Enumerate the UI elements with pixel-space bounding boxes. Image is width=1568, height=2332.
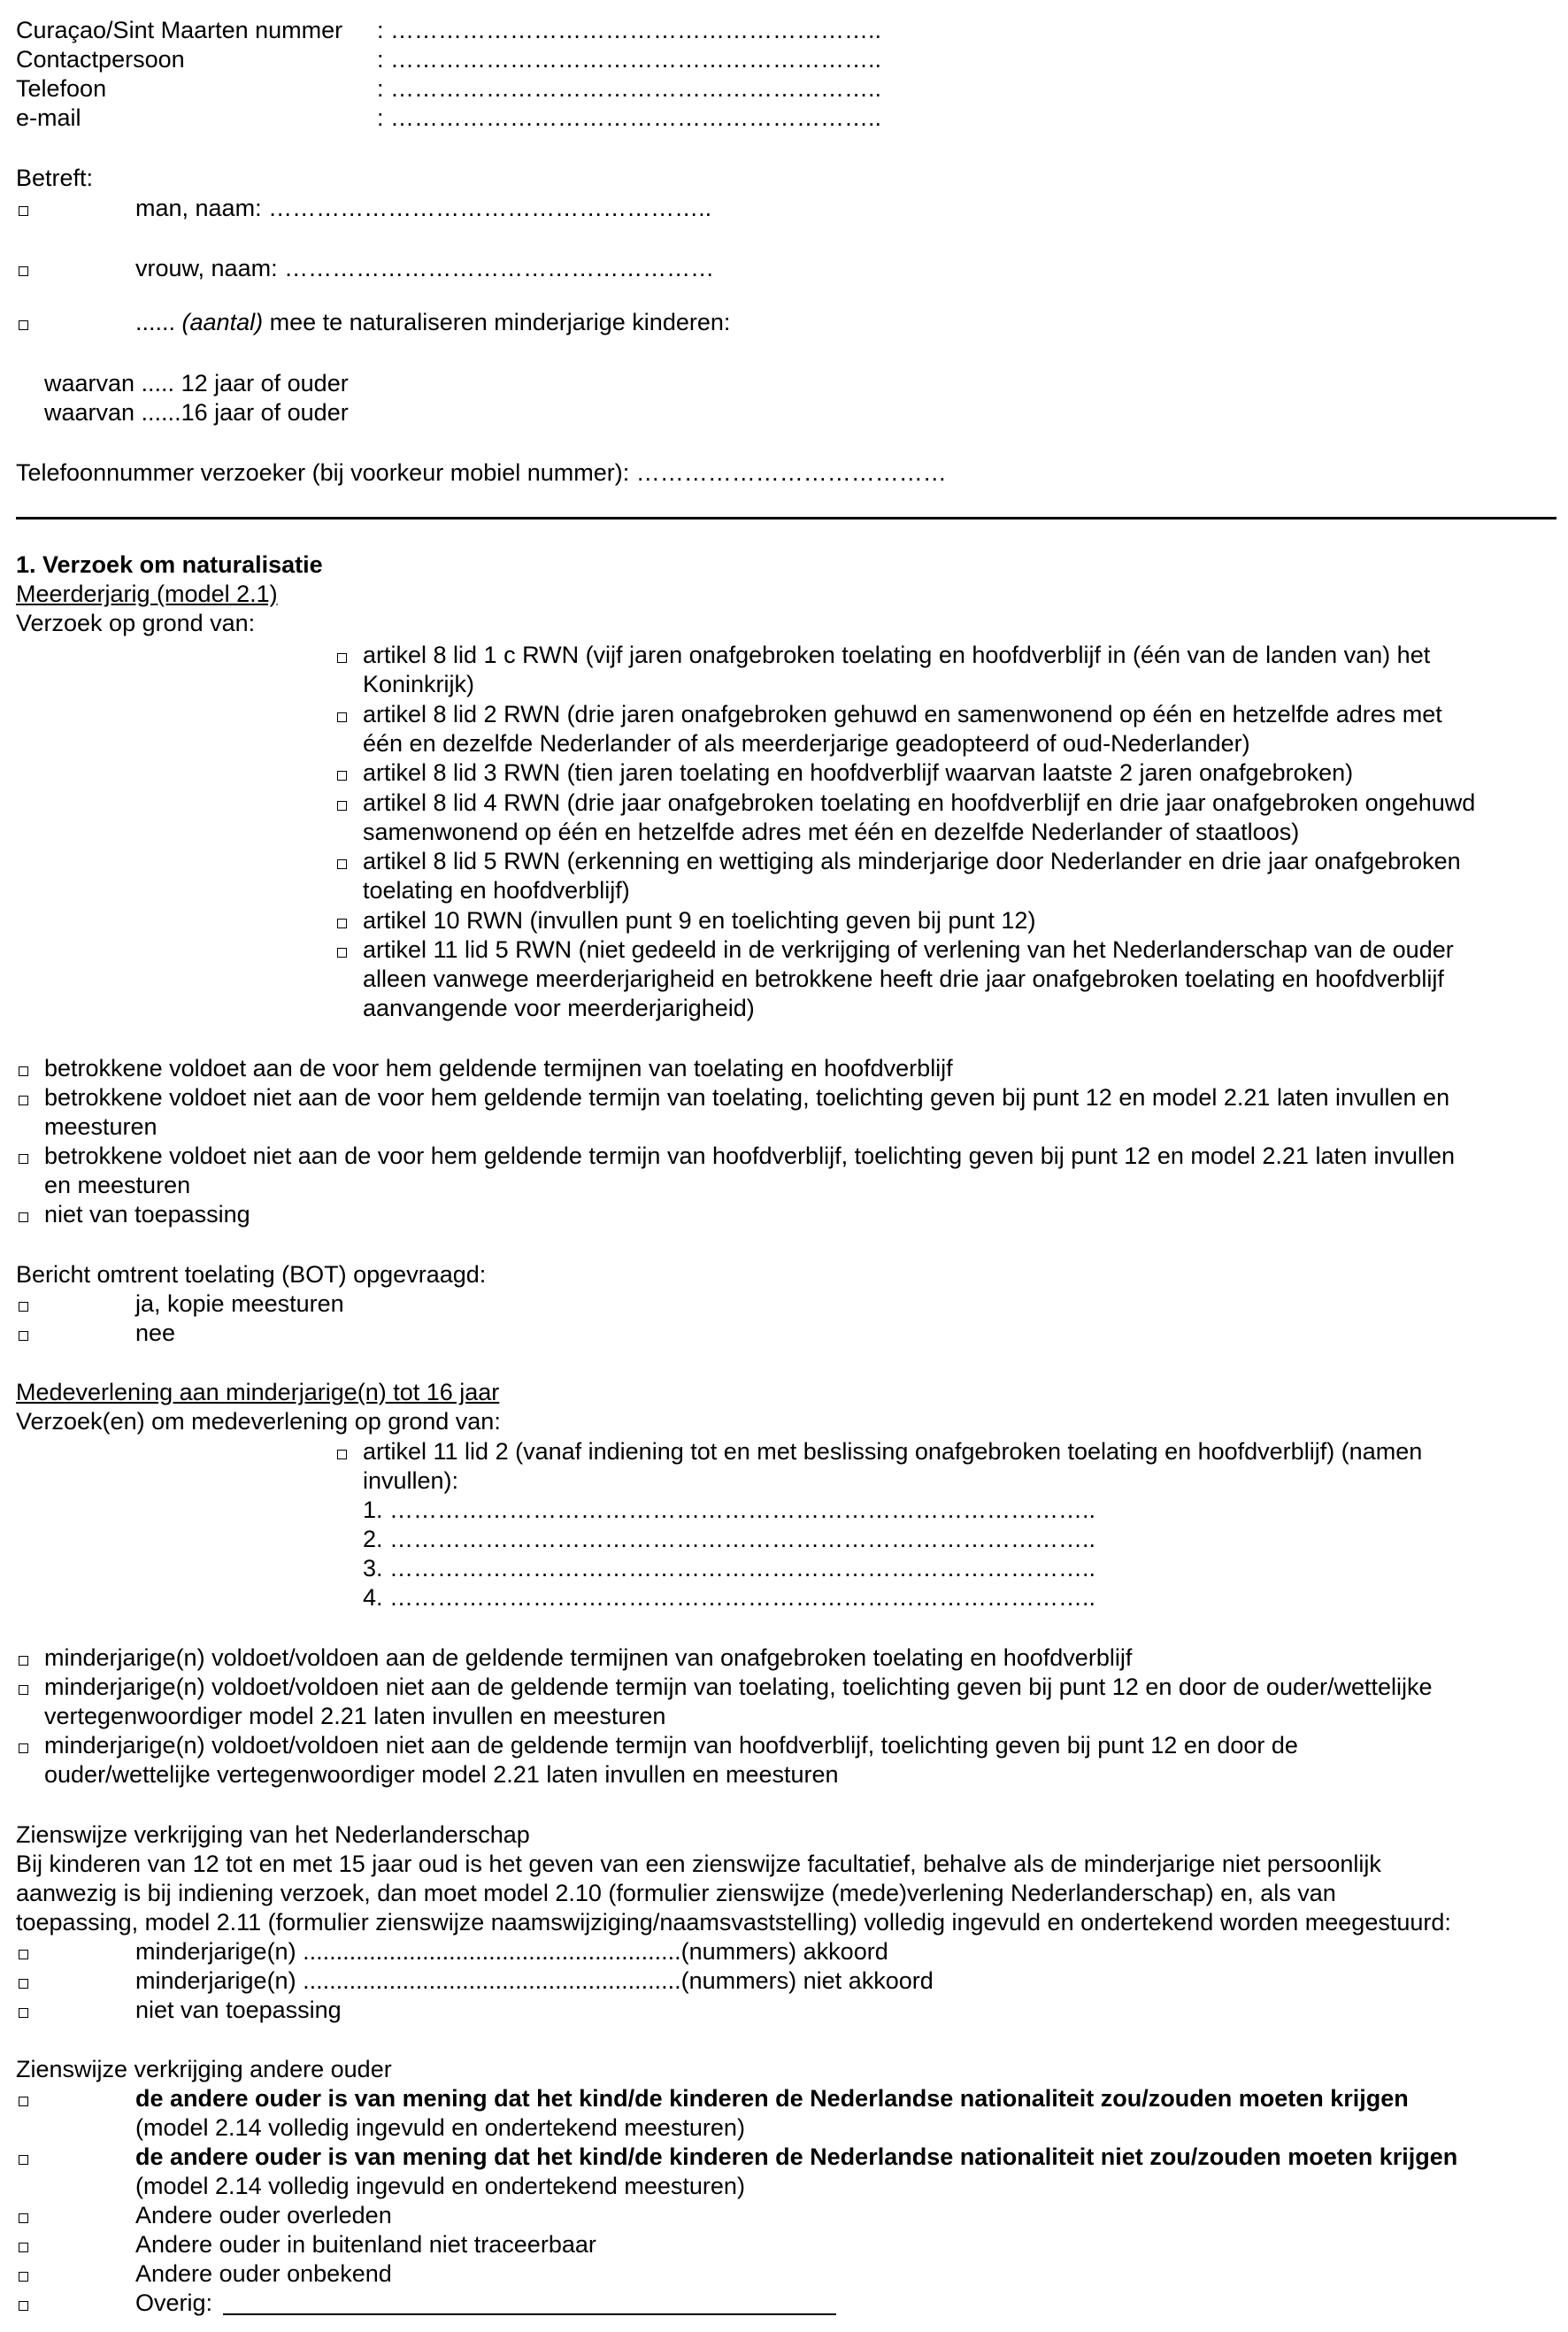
ao-onbekend: Andere ouder onbekend xyxy=(135,2260,392,2287)
art-8-5-line1: artikel 8 lid 5 RWN (erkenning en wettiging als minderjarige door Nederlander en drie jaar onafgebroken xyxy=(363,848,1461,874)
checkbox-zw-akkoord[interactable] xyxy=(19,1950,28,1959)
bot-ja: ja, kopie meesturen xyxy=(135,1290,344,1317)
checkbox-mj-toelating[interactable] xyxy=(19,1685,28,1695)
termijn-toelating-line2: meesturen xyxy=(44,1113,158,1140)
field-value-number[interactable]: : …………………………………………………….. xyxy=(377,17,882,43)
checkbox-art-8-5[interactable] xyxy=(337,859,347,869)
checkbox-art-11-2[interactable] xyxy=(337,1450,347,1459)
waarvan-12: waarvan ..... 12 jaar of ouder xyxy=(44,370,349,396)
section-divider xyxy=(16,517,1556,520)
checkbox-bot-ja[interactable] xyxy=(19,1302,28,1312)
checkbox-art-10[interactable] xyxy=(337,919,347,928)
zienswijze-para-2: aanwezig is bij indiening verzoek, dan moet model 2.10 (formulier zienswijze (mede)verlening Nederlanderschap) en, als van xyxy=(16,1880,1336,1906)
telefoon-verzoeker: Telefoonnummer verzoeker (bij voorkeur mobiel nummer): ………………………………… xyxy=(16,459,947,486)
art-8-2-line1: artikel 8 lid 2 RWN (drie jaren onafgebroken gehuwd en samenwonend op één en hetzelfde adres met xyxy=(363,701,1442,727)
art-11-2-line1: artikel 11 lid 2 (vanaf indiening tot en met beslissing onafgebroken toelating en hoofdverblijf) (namen xyxy=(363,1438,1423,1465)
art-8-2-line2: één en dezelfde Nederlander of als meerderjarige geadopteerd of oud-Nederlander) xyxy=(363,730,1250,757)
checkbox-termijn-voldoet[interactable] xyxy=(19,1066,28,1076)
field-value-contact[interactable]: : …………………………………………………….. xyxy=(377,46,882,73)
termijn-hoofdverblijf-line2: en meesturen xyxy=(44,1172,191,1198)
art-8-1c-line2: Koninkrijk) xyxy=(363,671,475,697)
checkbox-ao-overig[interactable] xyxy=(19,2301,28,2311)
overig-input-line[interactable] xyxy=(223,2313,836,2315)
andere-ouder-title: Zienswijze verkrijging andere ouder xyxy=(16,2056,392,2082)
field-label-email: e-mail xyxy=(16,104,81,131)
mj-toelating-line1: minderjarige(n) voldoet/voldoen niet aan de geldende termijn van toelating, toelichting geven bij punt 12 en door de ouder/wettelijke xyxy=(44,1674,1433,1700)
termijn-voldoet: betrokkene voldoet aan de voor hem geldende termijnen van toelating en hoofdverblijf xyxy=(44,1055,953,1081)
checkbox-bot-nee[interactable] xyxy=(19,1331,28,1341)
ao-niet: de andere ouder is van mening dat het kind/de kinderen de Nederlandse nationaliteit niet zou/zouden moeten krijgen xyxy=(135,2143,1458,2170)
checkbox-mj-voldoet[interactable] xyxy=(19,1656,28,1666)
termijn-hoofdverblijf-line1: betrokkene voldoet niet aan de voor hem geldende termijn van hoofdverblijf, toelichting geven bij punt 12 en model 2.21 laten invullen xyxy=(44,1143,1456,1169)
zienswijze-title: Zienswijze verkrijging van het Nederlanderschap xyxy=(16,1821,530,1848)
checkbox-zw-nvt[interactable] xyxy=(19,2008,28,2018)
mj-hoofdverblijf-line1: minderjarige(n) voldoet/voldoen niet aan de geldende termijn van hoofdverblijf, toelichting geven bij punt 12 en door de xyxy=(44,1732,1298,1759)
field-label-contact: Contactpersoon xyxy=(16,46,185,73)
checkbox-art-8-1c[interactable] xyxy=(337,653,347,663)
ao-buitenland: Andere ouder in buitenland niet traceerbaar xyxy=(135,2231,596,2258)
betreft-heading: Betreft: xyxy=(16,165,94,191)
kids-prefix: ...... xyxy=(135,309,176,335)
checkbox-man[interactable] xyxy=(19,206,28,216)
section-1-subtitle: Meerderjarig (model 2.1) xyxy=(16,581,278,607)
section-1-grond: Verzoek op grond van: xyxy=(16,610,256,636)
bot-heading: Bericht omtrent toelating (BOT) opgevraagd: xyxy=(16,1261,487,1288)
kids-suffix: mee te naturaliseren minderjarige kinderen: xyxy=(269,309,731,335)
name-field-4[interactable]: 4. …………………………………………………………………………….. xyxy=(363,1584,1096,1611)
checkbox-zw-niet-akkoord[interactable] xyxy=(19,1979,28,1989)
art-11-2-line2: invullen): xyxy=(363,1467,459,1494)
checkbox-kinderen[interactable] xyxy=(19,320,28,330)
art-8-1c-line1: artikel 8 lid 1 c RWN (vijf jaren onafgebroken toelating en hoofdverblijf in (één van de landen van) het xyxy=(363,642,1431,668)
mj-voldoet: minderjarige(n) voldoet/voldoen aan de geldende termijnen van onafgebroken toelating en hoofdverblijf xyxy=(44,1644,1133,1671)
checkbox-termijn-toelating[interactable] xyxy=(19,1096,28,1105)
ao-wel-note: (model 2.14 volledig ingevuld en ondertekend meesturen) xyxy=(135,2114,745,2141)
checkbox-ao-wel[interactable] xyxy=(19,2097,28,2106)
betreft-vrouw: vrouw, naam: ……………………………………………… xyxy=(135,255,715,281)
art-11-5-line3: aanvangende voor meerderjarigheid) xyxy=(363,995,755,1021)
ao-overleden: Andere ouder overleden xyxy=(135,2202,392,2228)
betreft-kinderen xyxy=(135,308,730,337)
betreft-man: man, naam: ……………………………………………….. xyxy=(135,195,712,221)
art-11-5-line2: alleen vanwege meerderjarigheid en betrokkene heeft drie jaar onafgebroken toelating en hoofdverblijf xyxy=(363,966,1444,992)
art-11-5-line1: artikel 11 lid 5 RWN (niet gedeeld in de verkrijging of verlening van het Nederlanderschap van de ouder xyxy=(363,936,1454,963)
field-label-number: Curaçao/Sint Maarten nummer xyxy=(16,17,343,43)
medeverlening-grond: Verzoek(en) om medeverlening op grond van: xyxy=(16,1408,501,1435)
zienswijze-para-1: Bij kinderen van 12 tot en met 15 jaar oud is het geven van een zienswijze facultatief, behalve als de minderjarige niet persoonlijk xyxy=(16,1851,1381,1877)
mj-hoofdverblijf-line2: ouder/wettelijke vertegenwoordiger model 2.21 laten invullen en meesturen xyxy=(44,1761,839,1788)
section-1-title: 1. Verzoek om naturalisatie xyxy=(16,551,323,578)
field-value-phone[interactable]: : …………………………………………………….. xyxy=(377,75,882,102)
art-8-3-line1: artikel 8 lid 3 RWN (tien jaren toelating en hoofdverblijf waarvan laatste 2 jaren onafgebroken) xyxy=(363,759,1354,786)
checkbox-art-8-2[interactable] xyxy=(337,712,347,722)
art-8-4-line1: artikel 8 lid 4 RWN (drie jaar onafgebroken toelating en hoofdverblijf en drie jaar onafgebroken ongehuwd xyxy=(363,789,1476,816)
name-field-3[interactable]: 3. …………………………………………………………………………….. xyxy=(363,1555,1096,1582)
termijn-nvt: niet van toepassing xyxy=(44,1201,250,1228)
checkbox-ao-niet[interactable] xyxy=(19,2155,28,2165)
name-field-2[interactable]: 2. …………………………………………………………………………….. xyxy=(363,1526,1096,1552)
checkbox-mj-hoofdverblijf[interactable] xyxy=(19,1743,28,1753)
kids-aantal: (aantal) xyxy=(181,309,264,335)
checkbox-art-8-4[interactable] xyxy=(337,801,347,811)
waarvan-16: waarvan ......16 jaar of ouder xyxy=(44,399,349,426)
checkbox-termijn-hoofdverblijf[interactable] xyxy=(19,1154,28,1164)
ao-wel: de andere ouder is van mening dat het kind/de kinderen de Nederlandse nationaliteit zou/zouden moeten krijgen xyxy=(135,2085,1409,2112)
medeverlening-title: Medeverlening aan minderjarige(n) tot 16 jaar xyxy=(16,1379,500,1405)
zienswijze-para-3: toepassing, model 2.11 (formulier zienswijze naamswijziging/naamsvaststelling) volledig ingevuld en ondertekend worden meegestuurd: xyxy=(16,1909,1451,1936)
checkbox-art-8-3[interactable] xyxy=(337,771,347,781)
art-8-4-line2: samenwonend op één en hetzelfde adres met één en dezelfde Nederlander of staatloos) xyxy=(363,819,1300,845)
bot-nee: nee xyxy=(135,1320,176,1346)
zw-akkoord: minderjarige(n) .........................................................(nummers) akkoord xyxy=(135,1938,888,1965)
termijn-toelating-line1: betrokkene voldoet niet aan de voor hem geldende termijn van toelating, toelichting geven bij punt 12 en model 2.21 laten invullen en xyxy=(44,1084,1450,1111)
checkbox-ao-overleden[interactable] xyxy=(19,2213,28,2223)
field-label-phone: Telefoon xyxy=(16,75,107,102)
zw-nvt: niet van toepassing xyxy=(135,1997,342,2023)
name-field-1[interactable]: 1. …………………………………………………………………………….. xyxy=(363,1497,1096,1523)
checkbox-vrouw[interactable] xyxy=(19,266,28,276)
checkbox-ao-buitenland[interactable] xyxy=(19,2243,28,2252)
checkbox-termijn-nvt[interactable] xyxy=(19,1212,28,1222)
ao-niet-note: (model 2.14 volledig ingevuld en ondertekend meesturen) xyxy=(135,2173,745,2199)
checkbox-ao-onbekend[interactable] xyxy=(19,2272,28,2282)
art-10-line1: artikel 10 RWN (invullen punt 9 en toelichting geven bij punt 12) xyxy=(363,907,1036,934)
ao-overig: Overig: xyxy=(135,2290,213,2316)
art-8-5-line2: toelating en hoofdverblijf) xyxy=(363,877,630,904)
mj-toelating-line2: vertegenwoordiger model 2.21 laten invullen en meesturen xyxy=(44,1703,666,1729)
zw-niet-akkoord: minderjarige(n) .........................................................(nummers) niet akkoord xyxy=(135,1967,934,1994)
checkbox-art-11-5[interactable] xyxy=(337,948,347,958)
field-value-email[interactable]: : …………………………………………………….. xyxy=(377,104,882,131)
